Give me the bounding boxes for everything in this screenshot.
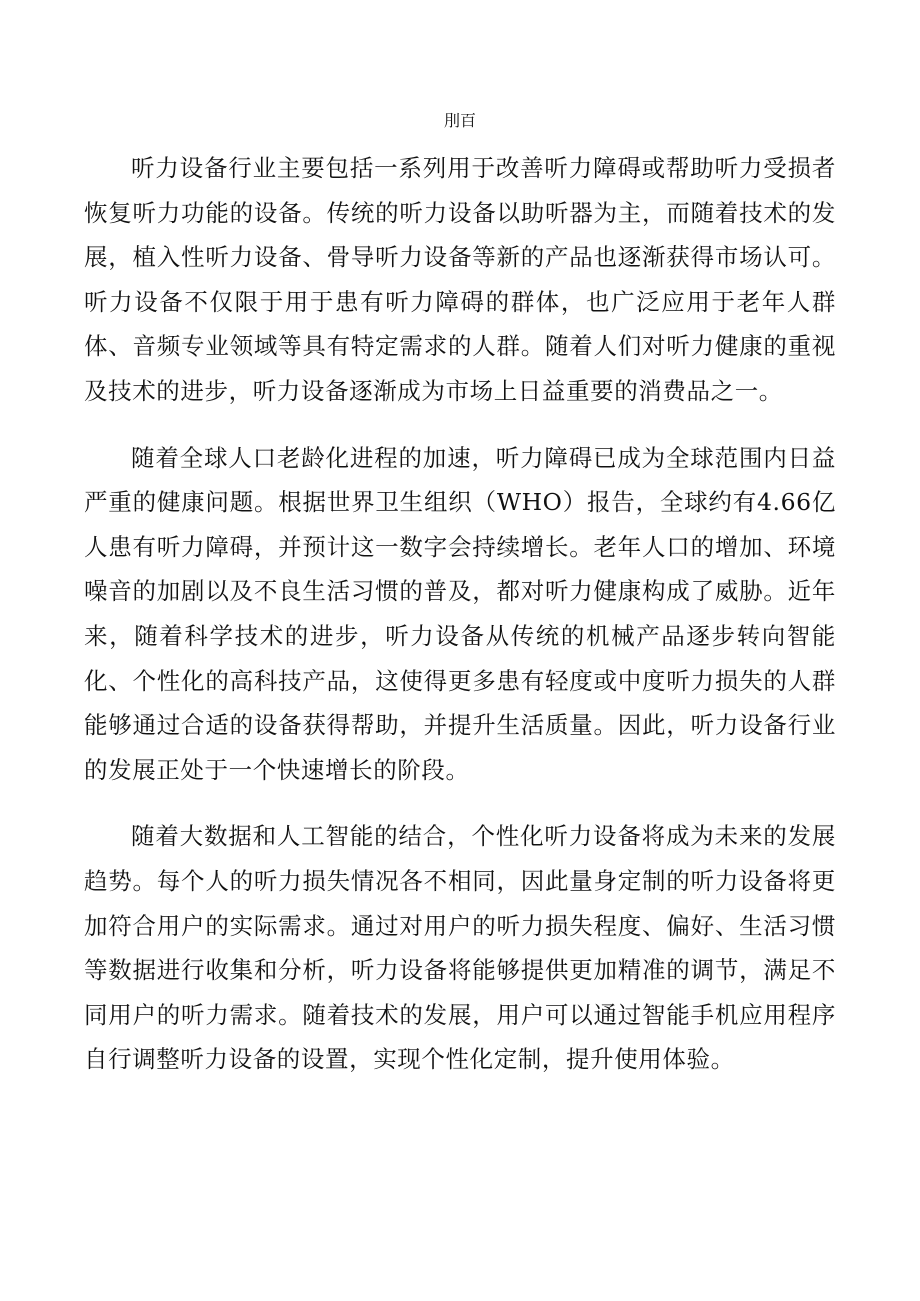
paragraph-3: 随着大数据和人工智能的结合，个性化听力设备将成为未来的发展趋势。每个人的听力损失情况各不相同，因此量身定制的听力设备将更加符合用户的实际需求。通过对用户的听力损失程度、偏好、生活习惯等数据进行收集和分析，听力设备将能够提供更加精准的调节，满足不同用户的听力需求。随着技术的发展，用户可以通过智能手机应用程序自行调整听力设备的设置，实现个性化定制，提升使用体验。 <box>84 822 836 1074</box>
page-heading: 刖百 <box>443 111 476 130</box>
paragraph-2: 随着全球人口老龄化进程的加速，听力障碍已成为全球范围内日益严重的健康问题。根据世界卫生组织（WHO）报告，全球约有4.66亿人患有听力障碍，并预计这一数字会持续增长。老年人口的增加、环境噪音的加剧以及不良生活习惯的普及，都对听力健康构成了威胁。近年来，随着科学技术的进步，听力设备从传统的机械产品逐步转向智能化、个性化的高科技产品，这使得更多患有轻度或中度听力损失的人群能够通过合适的设备获得帮助，并提升生活质量。因此，听力设备行业的发展正处于一个快速增长的阶段。 <box>84 443 836 784</box>
document-body <box>84 146 836 1104</box>
paragraph-1: 听力设备行业主要包括一系列用于改善听力障碍或帮助听力受损者恢复听力功能的设备。传统的听力设备以助听器为主，而随着技术的发展，植入性听力设备、骨导听力设备等新的产品也逐渐获得市场认可。听力设备不仅限于用于患有听力障碍的群体，也广泛应用于老年人群体、音频专业领域等具有特定需求的人群。随着人们对听力健康的重视及技术的进步，听力设备逐渐成为市场上日益重要的消费品之一。 <box>84 154 836 405</box>
